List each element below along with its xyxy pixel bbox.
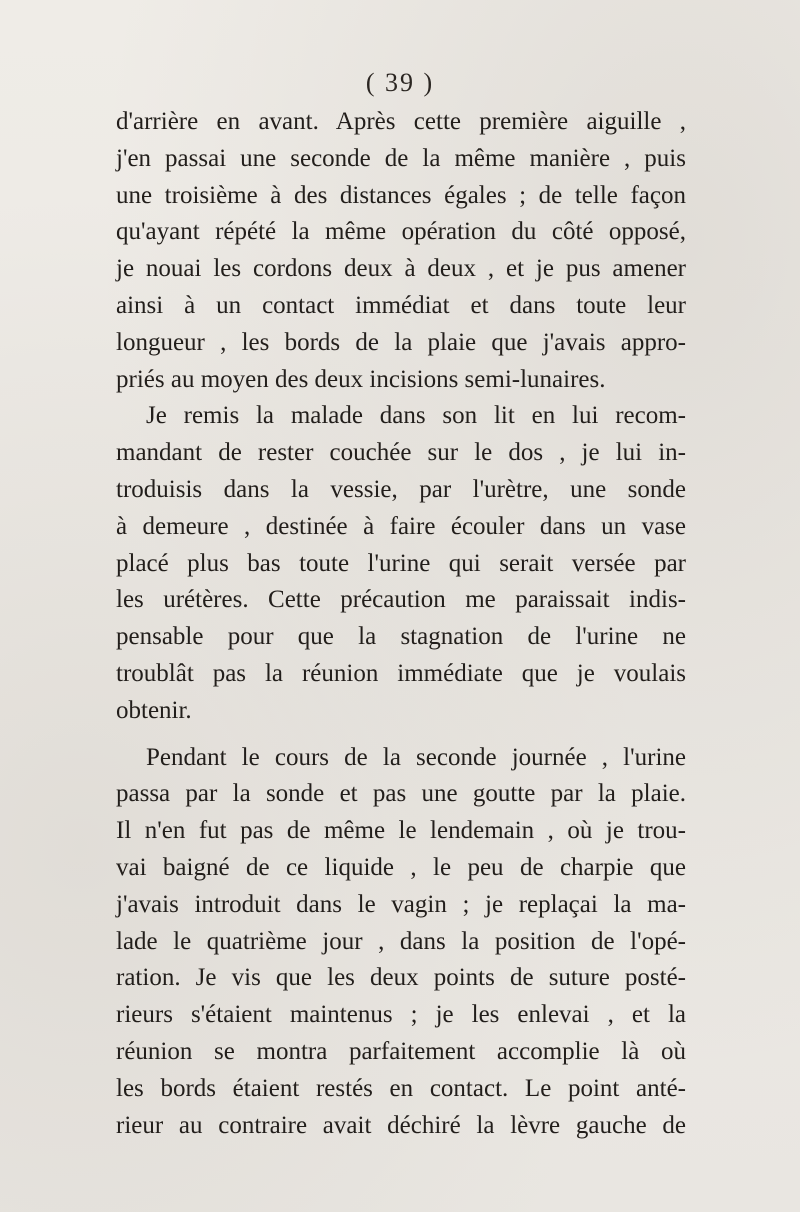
text-line: troublât pas la réunion immédiate que je voulais: [116, 659, 686, 687]
text-line: placé plus bas toute l'urine qui serait versée par: [116, 549, 686, 577]
text-line: rieur au contraire avait déchiré la lèvre gauche de: [116, 1111, 686, 1139]
page-number: ( 39 ): [365, 68, 435, 97]
text-line: Je remis la malade dans son lit en lui recom-: [146, 402, 686, 430]
paragraph-3: [116, 740, 686, 1145]
text-line: pensable pour que la stagnation de l'urine ne: [116, 623, 686, 651]
text-line: à demeure , destinée à faire écouler dans un vase: [116, 512, 686, 540]
text-line: passa par la sonde et pas une goutte par la plaie.: [116, 780, 686, 808]
text-line: ainsi à un contact immédiat et dans toute leur: [116, 291, 686, 319]
text-line: Pendant le cours de la seconde journée , l'urine: [146, 743, 686, 771]
body-text: [116, 104, 686, 1144]
text-line: j'avais introduit dans le vagin ; je replaçai la ma-: [116, 890, 686, 918]
text-line: lade le quatrième jour , dans la position de l'opé-: [116, 927, 686, 955]
text-line: vai baigné de ce liquide , le peu de charpie que: [116, 853, 686, 881]
paragraph-2: [116, 398, 686, 729]
text-line: rieurs s'étaient maintenus ; je les enlevai , et la: [116, 1001, 686, 1029]
text-line: troduisis dans la vessie, par l'urètre, une sonde: [116, 475, 686, 503]
text-line: longueur , les bords de la plaie que j'avais appro-: [116, 328, 686, 356]
text-line: ration. Je vis que les deux points de suture posté-: [116, 964, 686, 992]
text-line: Il n'en fut pas de même le lendemain , où je trou-: [116, 817, 686, 845]
paragraph-gap: [116, 730, 686, 740]
text-line: les bords étaient restés en contact. Le point anté-: [116, 1074, 686, 1102]
text-line: priés au moyen des deux incisions semi-lunaires.: [116, 365, 606, 393]
text-line: obtenir.: [116, 696, 192, 724]
text-line: j'en passai une seconde de la même manière , puis: [116, 144, 686, 172]
text-line: mandant de rester couchée sur le dos , je lui in-: [116, 439, 686, 467]
text-line: réunion se montra parfaitement accomplie là où: [116, 1037, 686, 1065]
text-line: je nouai les cordons deux à deux , et je pus amener: [116, 255, 686, 283]
paragraph-1: [116, 104, 686, 398]
text-line: une troisième à des distances égales ; de telle façon: [116, 181, 686, 209]
text-line: qu'ayant répété la même opération du côté opposé,: [116, 218, 686, 246]
text-line: les urétères. Cette précaution me paraissait indis-: [116, 586, 686, 614]
text-line: d'arrière en avant. Après cette première aiguille ,: [116, 108, 686, 135]
